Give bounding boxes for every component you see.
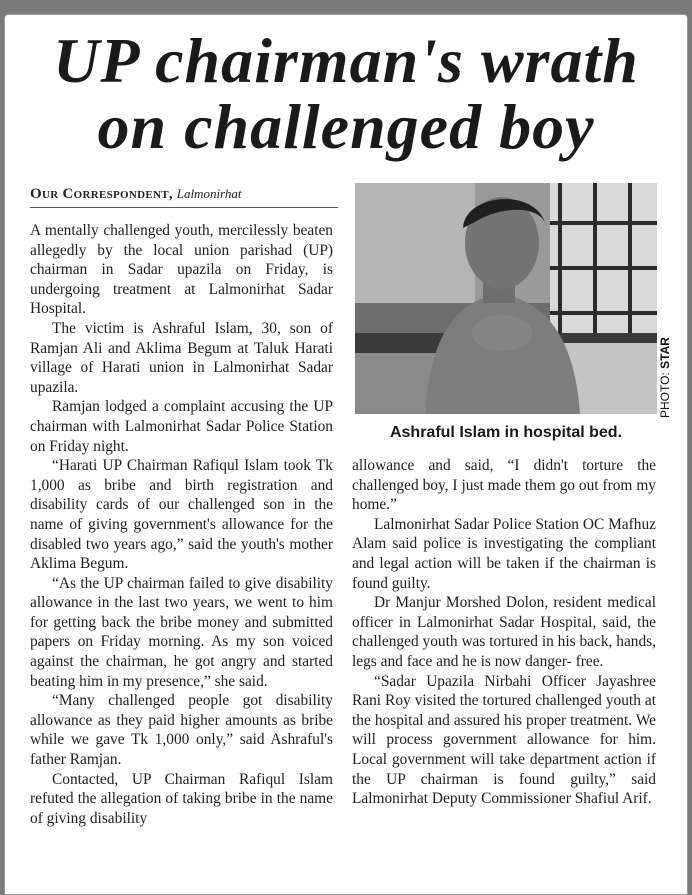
article-column-2 bbox=[352, 456, 656, 809]
article-photo bbox=[355, 183, 657, 414]
byline bbox=[30, 186, 338, 208]
photo-credit bbox=[658, 328, 672, 418]
article-column-1 bbox=[30, 221, 333, 828]
paragraph: Lalmonirhat Sadar Police Station OC Mafhuz Alam said police is investigating the compliant and legal action will be taken if the chairman is found guilty. bbox=[352, 515, 656, 592]
hospital-photo-illustration bbox=[355, 183, 657, 414]
photo-credit-name: STAR bbox=[658, 337, 672, 369]
paragraph: Ramjan lodged a complaint accusing the UP chairman with Lalmonirhat Sadar Police Station on Friday night. bbox=[30, 398, 333, 455]
byline-location: Lalmonirhat bbox=[176, 186, 242, 201]
photo-credit-label: PHOTO: bbox=[658, 372, 672, 418]
paragraph: allowance and said, “I didn't torture the challenged boy, I just made them go out from my home.” bbox=[352, 457, 656, 514]
byline-correspondent: Our Correspondent, bbox=[30, 186, 173, 202]
headline-line-2: on challenged boy bbox=[97, 91, 595, 162]
paragraph: A mentally challenged youth, mercilessly beaten allegedly by the local union parishad (UP) chairman in Sadar upazila on Friday, is undergoing treatment at Lalmonirhat Sadar Hospital. bbox=[30, 222, 333, 318]
headline-line-1: UP chairman's wrath bbox=[53, 25, 639, 96]
paragraph: The victim is Ashraful Islam, 30, son of Ramjan Ali and Aklima Begum at Taluk Harati village of Harati union in Lalmonirhat Sadar upazila. bbox=[30, 319, 333, 396]
paragraph: Contacted, UP Chairman Rafiqul Islam refuted the allegation of taking bribe in the name of giving disability bbox=[30, 770, 333, 827]
paragraph: “Harati UP Chairman Rafiqul Islam took Tk 1,000 as bribe and birth registration and disability cards of our challenged son in the name of giving government's allowance for the disabled two years ago,” said the youth's mother Aklima Begum. bbox=[30, 457, 333, 573]
paragraph: Dr Manjur Morshed Dolon, resident medical officer in Lalmonirhat Sadar Hospital, said, the challenged youth was tortured in his back, hands, legs and face and he is now danger- free. bbox=[352, 594, 656, 670]
paragraph: “As the UP chairman failed to give disability allowance in the last two years, we went to him for getting back the bribe money and submitted papers on Friday morning. As my son voiced against the chairman, he got angry and started beating him in my presence,” she said. bbox=[30, 574, 333, 690]
photo-caption: Ashraful Islam in hospital bed. bbox=[389, 424, 623, 441]
paragraph: “Sadar Upazila Nirbahi Officer Jayashree Rani Roy visited the tortured challenged youth at the hospital and assured his proper treatment. We will process government allowance for him. Local government will take department action if the UP chairman is found guilty,” said Lalmonirhat Deputy Commissioner Shafiul Arif. bbox=[352, 672, 656, 808]
headline bbox=[0, 25, 692, 162]
paragraph: “Many challenged people got disability allowance as they paid higher amounts as bribe while we gave Tk 1,000 only,” said Ashraful's father Ramjan. bbox=[30, 692, 333, 769]
